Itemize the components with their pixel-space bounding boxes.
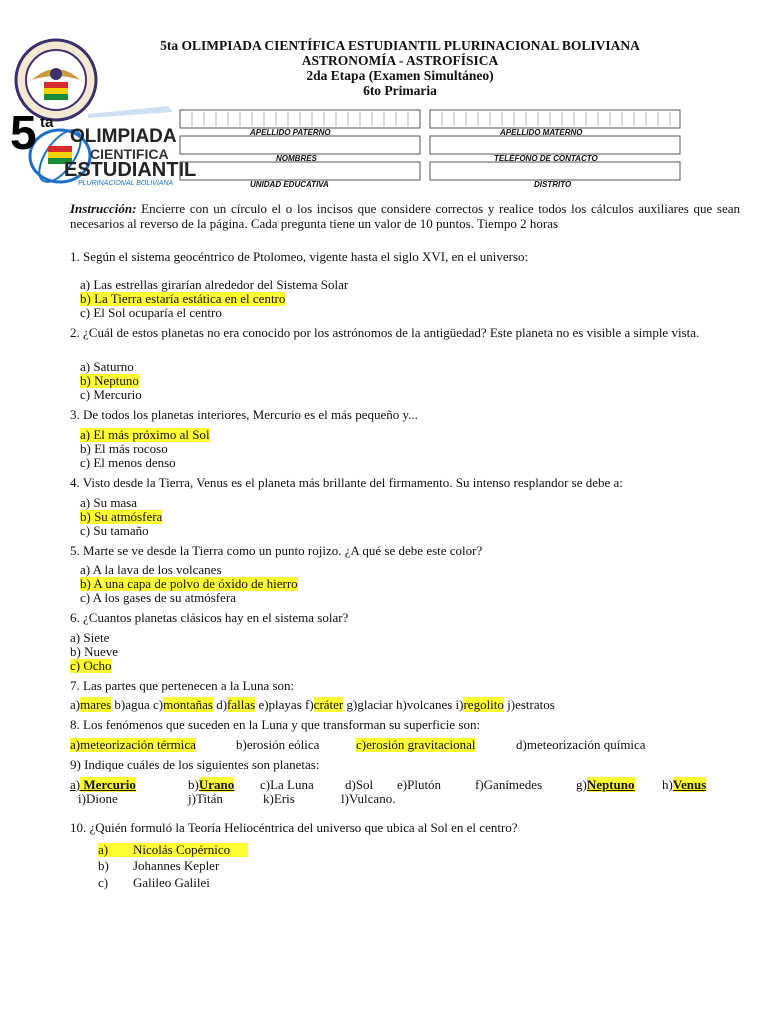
question-7: 7. Las partes que pertenecen a la Luna son: xyxy=(70,678,295,693)
q9-option-a[interactable] xyxy=(70,778,136,792)
question-6: 6. ¿Cuantos planetas clásicos hay en el sistema solar? xyxy=(70,610,349,625)
q10-value-galileo: Galileo Galilei xyxy=(133,875,210,890)
instruction-text: Encierre con un círculo el o los incisos que considere correctos y realice todos los cálculos auxiliares que sean necesarios al reverso de la página. Cada pregunta tiene un valor de 10 puntos. Tiempo 2 horas xyxy=(70,201,741,231)
q7-option-fallas[interactable]: fallas xyxy=(227,697,256,712)
q9-value-venus: Venus xyxy=(672,777,707,792)
header-stage: 2da Etapa (Examen Simultáneo) xyxy=(306,68,494,83)
q10-option-c[interactable] xyxy=(98,875,210,890)
q9-option-j[interactable]: j)Titán xyxy=(188,791,223,806)
q6-option-a[interactable]: a) Siete xyxy=(70,630,110,645)
q10-label-c: c) xyxy=(98,875,109,890)
q1-option-c[interactable]: c) El Sol ocuparía el centro xyxy=(80,305,222,320)
logo-word-plurinacional: PLURINACIONAL BOLIVIANA xyxy=(78,180,174,187)
q7-label-j: j)estratos xyxy=(507,697,555,712)
q9-option-e[interactable]: e)Plutón xyxy=(397,777,442,792)
logo-number: 5 xyxy=(10,107,37,160)
question-5: 5. Marte se ve desde la Tierra como un punto rojizo. ¿A qué se debe este color? xyxy=(70,543,483,558)
q2-option-c[interactable]: c) Mercurio xyxy=(80,387,142,402)
q4-option-b[interactable]: b) Su atmósfera xyxy=(80,509,163,524)
q7-option-crater[interactable]: cráter xyxy=(313,697,344,712)
q3-option-b[interactable]: b) El más rocoso xyxy=(80,441,168,456)
q1-option-b[interactable]: b) La Tierra estaría estática en el centro xyxy=(80,291,286,306)
q7-label-ghi: g)glaciar h)volcanes i) xyxy=(346,697,464,712)
q9-option-l[interactable]: l)Vulcano. xyxy=(341,791,396,806)
q1-option-a[interactable]: a) Las estrellas girarían alrededor del Sistema Solar xyxy=(80,277,349,292)
q6-option-c[interactable]: c) Ocho xyxy=(70,658,112,673)
q5-option-b[interactable]: b) A una capa de polvo de óxido de hierro xyxy=(80,576,298,591)
header-grade: 6to Primaria xyxy=(363,83,437,98)
question-10: 10. ¿Quién formuló la Teoría Heliocéntrica del universo que ubica al Sol en el centro? xyxy=(70,820,518,835)
q2-option-a[interactable]: a) Saturno xyxy=(80,359,134,374)
student-data-form xyxy=(178,104,682,194)
q9-option-k[interactable]: k)Eris xyxy=(263,791,295,806)
q10-label-a: a) xyxy=(98,842,109,857)
q8-option-c[interactable]: c)erosión gravitacional xyxy=(356,737,476,752)
question-8: 8. Los fenómenos que suceden en la Luna y que transforman su superficie son: xyxy=(70,717,481,732)
q2-option-b[interactable]: b) Neptuno xyxy=(80,373,139,388)
q9-label-h: h) xyxy=(662,777,673,792)
instruction-paragraph xyxy=(70,201,740,231)
q9-option-c[interactable]: c)La Luna xyxy=(260,777,314,792)
logo-word-cientifica: CIENTIFICA xyxy=(90,146,169,162)
q3-option-c[interactable]: c) El menos denso xyxy=(80,455,176,470)
q10-value-kepler: Johannes Kepler xyxy=(133,858,220,873)
label-apellido-materno: APELLIDO MATERNO xyxy=(500,128,583,137)
q10-option-a[interactable] xyxy=(98,843,248,857)
q9-value-neptuno: Neptuno xyxy=(586,777,635,792)
question-1: 1. Según el sistema geocéntrico de Ptolomeo, vigente hasta el siglo XVI, en el universo: xyxy=(70,249,529,264)
instruction-label: Instrucción: xyxy=(70,201,137,216)
q4-option-c[interactable]: c) Su tamaño xyxy=(80,523,149,538)
q8-option-a[interactable]: a)meteorización térmica xyxy=(70,737,196,752)
q9-option-h[interactable] xyxy=(662,778,706,792)
q9-option-d[interactable]: d)Sol xyxy=(345,777,374,792)
logo-sup: ta xyxy=(40,114,54,131)
olimpiada-logo xyxy=(8,104,197,194)
q9-option-g[interactable] xyxy=(576,778,635,792)
label-apellido-paterno: APELLIDO PATERNO xyxy=(250,128,331,137)
q7-label-a: a) xyxy=(70,697,81,712)
q5-option-c[interactable]: c) A los gases de su atmósfera xyxy=(80,590,236,605)
q9-value-mercurio: Mercurio xyxy=(80,777,136,792)
header-title: 5ta OLIMPIADA CIENTÍFICA ESTUDIANTIL PLURINACIONAL BOLIVIANA xyxy=(160,38,640,53)
q9-option-i[interactable]: i)Dione xyxy=(78,791,118,806)
q6-option-b[interactable]: b) Nueve xyxy=(70,644,119,659)
question-3: 3. De todos los planetas interiores, Mercurio es el más pequeño y... xyxy=(70,407,418,422)
logo-word-olimpiada: OLIMPIADA xyxy=(70,126,177,147)
label-nombres: NOMBRES xyxy=(276,154,317,163)
q5-option-a[interactable]: a) A la lava de los volcanes xyxy=(80,562,222,577)
q10-option-b[interactable] xyxy=(98,858,220,873)
q9-option-f[interactable]: f)Ganímedes xyxy=(475,777,543,792)
question-4: 4. Visto desde la Tierra, Venus es el planeta más brillante del firmamento. Su intenso resplandor se debe a: xyxy=(70,475,623,490)
label-telefono: TELÉFONO DE CONTACTO xyxy=(494,154,598,163)
q7-label-ef: e)playas f) xyxy=(258,697,314,712)
header-subject: ASTRONOMÍA - ASTROFÍSICA xyxy=(301,53,499,68)
q7-option-regolito[interactable]: regolito xyxy=(463,697,504,712)
q9-value-urano: Urano xyxy=(198,777,235,792)
question-9: 9) Indique cuáles de los siguientes son planetas: xyxy=(70,757,320,772)
q7-label-bc: b)agua c) xyxy=(114,697,164,712)
q9-label-a: a) xyxy=(70,777,81,792)
q7-options xyxy=(70,698,555,712)
label-unidad-educativa: UNIDAD EDUCATIVA xyxy=(250,180,329,189)
logo-word-estudiantil: ESTUDIANTIL xyxy=(64,159,197,181)
q10-label-a-highlight xyxy=(98,843,248,857)
q9-option-b[interactable] xyxy=(188,778,234,792)
q7-label-d: d) xyxy=(216,697,228,712)
q9-label-b: b) xyxy=(188,777,199,792)
q8-option-d[interactable]: d)meteorización química xyxy=(516,737,646,752)
q4-option-a[interactable]: a) Su masa xyxy=(80,495,138,510)
q8-option-b[interactable]: b)erosión eólica xyxy=(236,737,320,752)
q3-option-a[interactable]: a) El más próximo al Sol xyxy=(80,427,210,442)
q7-option-mares[interactable]: mares xyxy=(80,697,112,712)
q10-value-copernico: Nicolás Copérnico xyxy=(133,842,231,857)
q7-option-montanas[interactable]: montañas xyxy=(163,697,213,712)
question-2: 2. ¿Cuál de estos planetas no era conocido por los astrónomos de la antigüedad? Este planeta no es visible a simple vista. xyxy=(70,325,700,340)
q10-label-b: b) xyxy=(98,858,109,873)
label-distrito: DISTRITO xyxy=(534,180,572,189)
q9-label-g: g) xyxy=(576,777,587,792)
